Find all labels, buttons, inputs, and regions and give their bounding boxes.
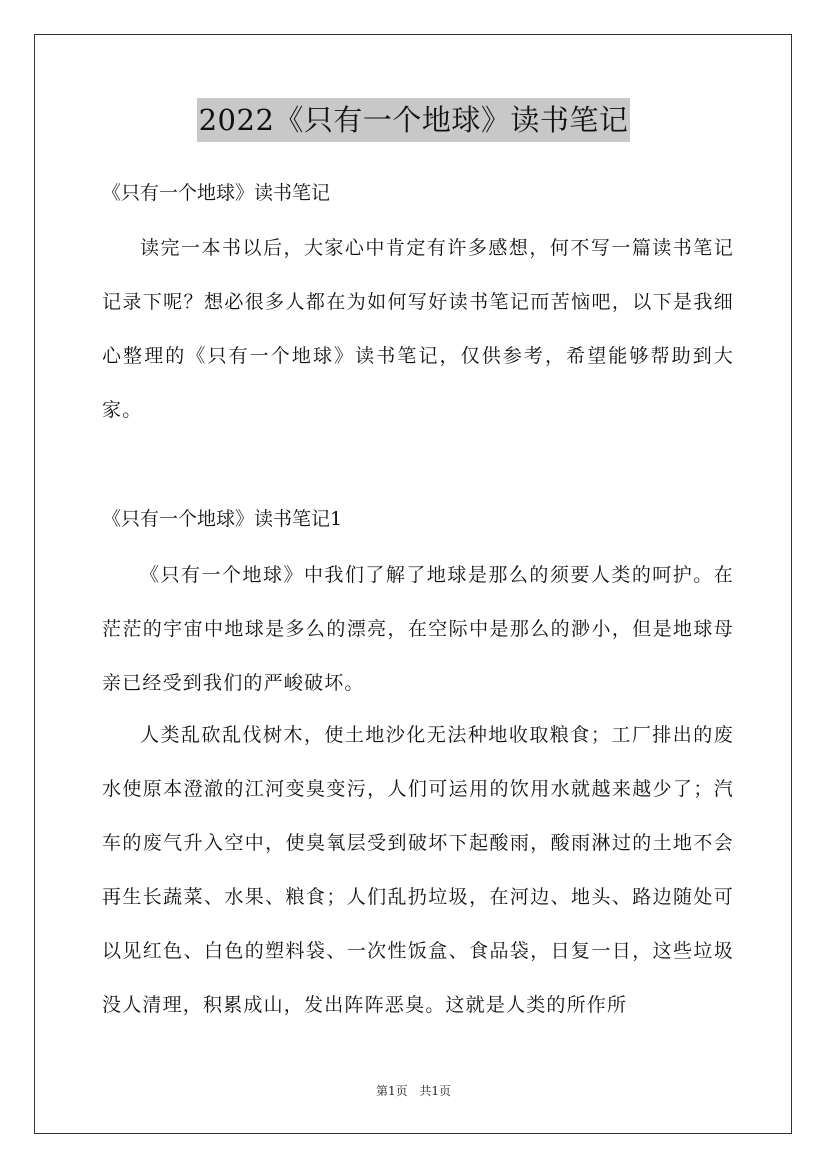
section-1-paragraph-1: 《只有一个地球》中我们了解了地球是那么的须要人类的呵护。在茫茫的宇宙中地球是多么的漂亮，在空际中是那么的渺小，但是地球母亲已经受到我们的严峻破坏。 bbox=[102, 564, 734, 694]
title-container bbox=[0, 98, 827, 142]
section-1-heading: 《只有一个地球》读书笔记1 bbox=[102, 508, 343, 530]
section-1-paragraph-2: 人类乱砍乱伐树木，使土地沙化无法种地收取粮食；工厂排出的废水使原本澄澈的江河变臭变污，人们可运用的饮用水就越来越少了；汽车的废气升入空中，使臭氧层受到破坏下起酸雨，酸雨淋过的土地不会再生长蔬菜、水果、粮食；人们乱扔垃圾，在河边、地头、路边随处可以见红色、白色的塑料袋、一次性饭盒、食品袋，日复一日，这些垃圾没人清理，积累成山，发出阵阵恶臭。这就是人类的所作所 bbox=[102, 724, 734, 1016]
page-footer bbox=[0, 1083, 827, 1099]
intro-paragraph: 读完一本书以后，大家心中肯定有许多感想，何不写一篇读书笔记记录下呢？想必很多人都在为如何写好读书笔记而苦恼吧，以下是我细心整理的《只有一个地球》读书笔记，仅供参考，希望能够帮助到大家。 bbox=[102, 237, 734, 421]
page-number-current: 第1页 bbox=[375, 1084, 408, 1098]
subtitle-heading: 《只有一个地球》读书笔记 bbox=[102, 182, 331, 204]
page-number-total: 共1页 bbox=[419, 1084, 452, 1098]
document-title: 2022《只有一个地球》读书笔记 bbox=[197, 98, 631, 142]
